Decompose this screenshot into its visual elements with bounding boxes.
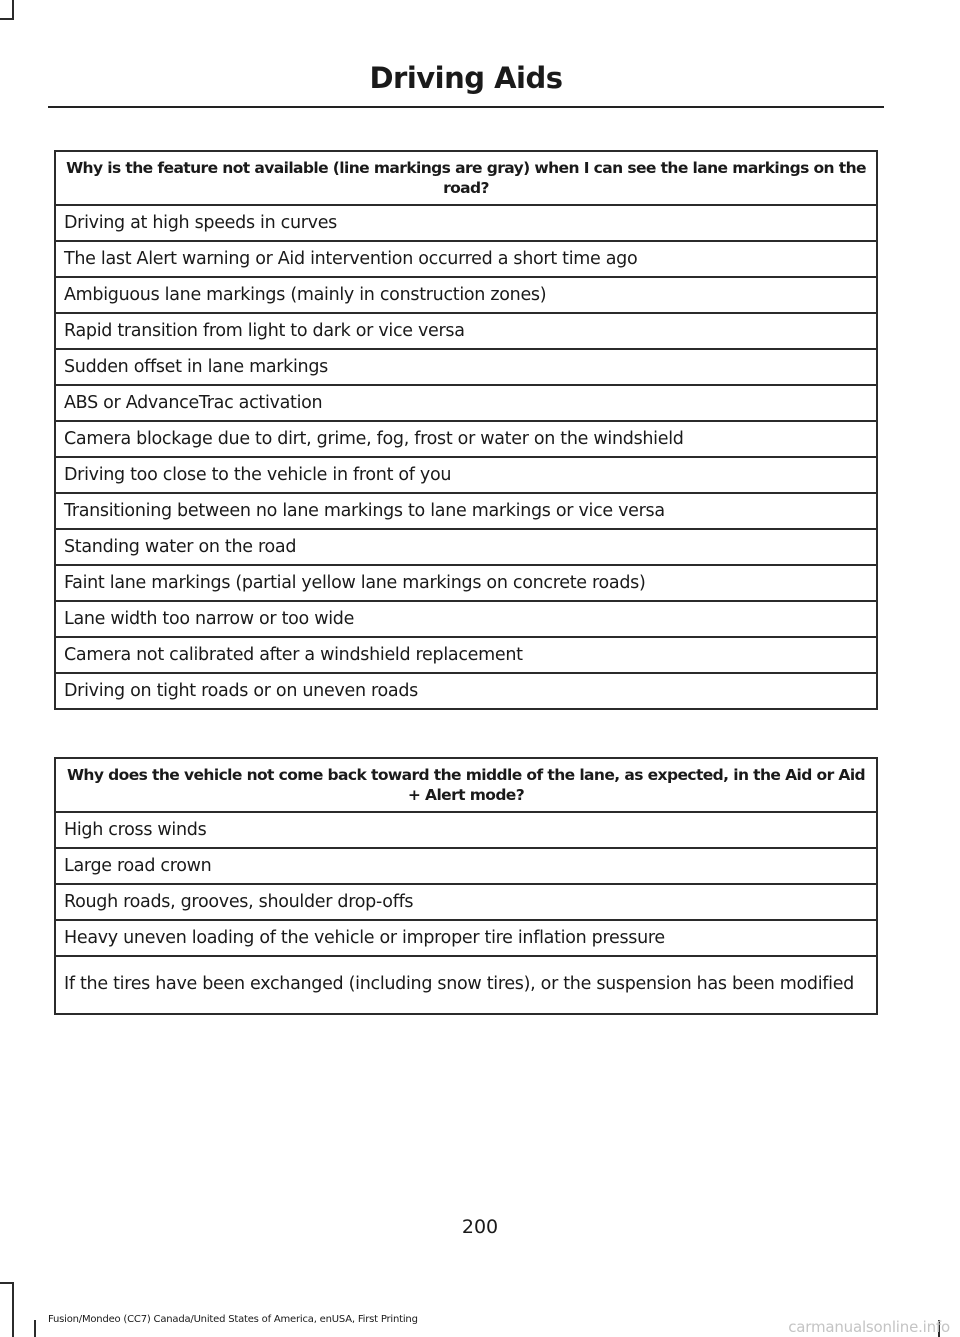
table-cell: Standing water on the road: [55, 529, 877, 565]
table-cell: Transitioning between no lane markings to lane markings or vice versa: [55, 493, 877, 529]
table-row: [55, 529, 877, 565]
table-row: [55, 385, 877, 421]
crop-mark-bottom-left-horizontal: [0, 1282, 14, 1284]
table-cell: Driving at high speeds in curves: [55, 205, 877, 241]
table-cell: Driving on tight roads or on uneven roads: [55, 673, 877, 709]
crop-mark-bottom-left-vertical: [12, 1282, 14, 1337]
table-cell: Lane width too narrow or too wide: [55, 601, 877, 637]
crop-mark-bottom-left-tick: [34, 1320, 36, 1337]
table-question-header: Why does the vehicle not come back toward the middle of the lane, as expected, in the Aid or Aid + Alert mode?: [55, 758, 877, 812]
table-cell: Rapid transition from light to dark or vice versa: [55, 313, 877, 349]
table-cell: ABS or AdvanceTrac activation: [55, 385, 877, 421]
table-row: [55, 313, 877, 349]
crop-mark-top-left-vertical: [12, 0, 14, 20]
table-question-header: Why is the feature not available (line markings are gray) when I can see the lane markings on the road?: [55, 151, 877, 205]
crop-mark-top-left-horizontal: [0, 18, 14, 20]
table-row: [55, 457, 877, 493]
table-row: [55, 205, 877, 241]
table-cell: High cross winds: [55, 812, 877, 848]
header-rule: [48, 106, 884, 108]
table-row: [55, 848, 877, 884]
table-row: [55, 493, 877, 529]
lane-markings-unavailable-table: [54, 150, 878, 710]
table-row: [55, 920, 877, 956]
table-cell: If the tires have been exchanged (including snow tires), or the suspension has been modified: [55, 956, 877, 1014]
table-cell: Faint lane markings (partial yellow lane markings on concrete roads): [55, 565, 877, 601]
table-row: [55, 241, 877, 277]
table-row: [55, 673, 877, 709]
table-header-row: [55, 758, 877, 812]
table-row: [55, 812, 877, 848]
watermark: carmanualsonline.info: [788, 1318, 950, 1336]
table-cell: Ambiguous lane markings (mainly in construction zones): [55, 277, 877, 313]
table-row: [55, 601, 877, 637]
table-row: [55, 956, 877, 1014]
page-header: [48, 58, 884, 98]
page-number: 200: [461, 1216, 499, 1238]
table-cell: Camera not calibrated after a windshield replacement: [55, 637, 877, 673]
table-cell: Driving too close to the vehicle in front of you: [55, 457, 877, 493]
table-row: [55, 884, 877, 920]
edition-footer: Fusion/Mondeo (CC7) Canada/United States of America, enUSA, First Printing: [48, 1314, 418, 1325]
table-header-row: [55, 151, 877, 205]
table-cell: Heavy uneven loading of the vehicle or improper tire inflation pressure: [55, 920, 877, 956]
table-cell: Rough roads, grooves, shoulder drop-offs: [55, 884, 877, 920]
table-cell: The last Alert warning or Aid intervention occurred a short time ago: [55, 241, 877, 277]
table-row: [55, 421, 877, 457]
table-row: [55, 349, 877, 385]
table-cell: Camera blockage due to dirt, grime, fog, frost or water on the windshield: [55, 421, 877, 457]
table-cell: Large road crown: [55, 848, 877, 884]
table-row: [55, 277, 877, 313]
table-row: [55, 565, 877, 601]
table-row: [55, 637, 877, 673]
page-title: Driving Aids: [369, 61, 563, 95]
table-cell: Sudden offset in lane markings: [55, 349, 877, 385]
vehicle-not-centering-table: [54, 757, 878, 1015]
